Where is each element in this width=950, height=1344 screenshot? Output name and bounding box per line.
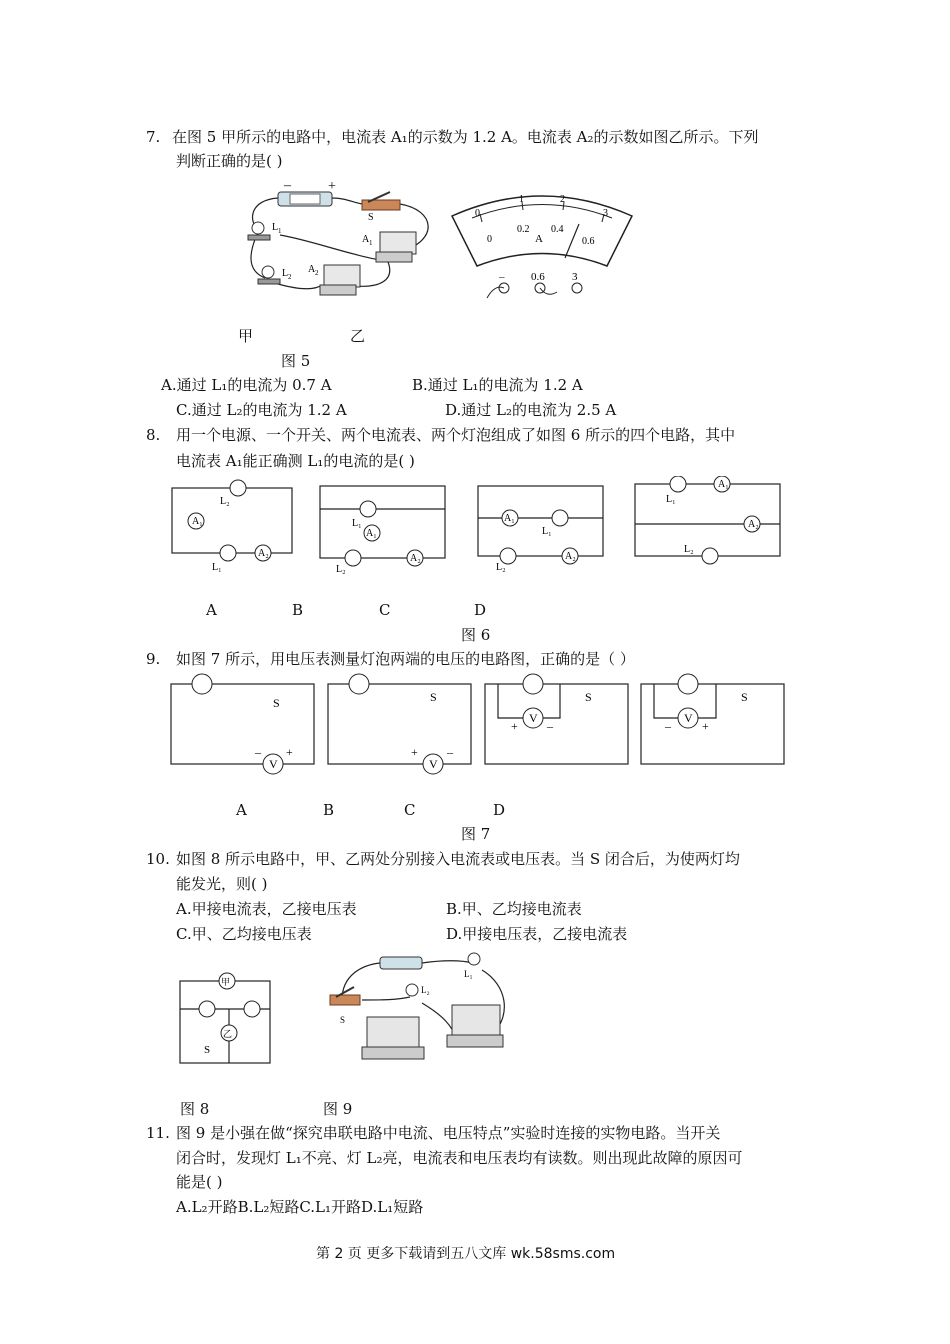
fig5-physical-circuit [240, 180, 440, 305]
svg-text:乙: 乙 [223, 1029, 233, 1039]
svg-text:+: + [411, 745, 418, 759]
ammeter-a1-icon [376, 232, 416, 262]
svg-text:L₁: L₁ [542, 526, 552, 537]
fig7-label-a: A [236, 801, 247, 819]
q11-text-line2: 闭合时，发现灯 L₁不亮、灯 L₂亮，电流表和电压表均有读数。则出现此故障的原因可 [176, 1149, 743, 1167]
dial-top-tick-0: 0 [475, 208, 480, 219]
switch-icon-2 [330, 987, 360, 1005]
fig7-circuits [165, 672, 795, 782]
svg-text:S: S [368, 212, 374, 223]
svg-text:A₂: A₂ [258, 548, 269, 559]
q8-text-line2: 电流表 A₁能正确测 L₁的电流的是( ) [176, 452, 415, 470]
voltmeter-icon [362, 1017, 424, 1059]
svg-text:A₂: A₂ [410, 553, 421, 564]
svg-text:L₂: L₂ [684, 544, 694, 555]
q7-option-b: B.通过 L₁的电流为 1.2 A [412, 376, 583, 394]
q7-number: 7. [146, 128, 161, 146]
svg-text:V: V [684, 711, 693, 725]
svg-text:L₁: L₁ [212, 562, 222, 573]
dial-bottom-tick-2: 0.4 [551, 224, 564, 235]
svg-text:S: S [430, 690, 437, 704]
svg-text:A₁: A₁ [366, 528, 377, 539]
fig7-label-b: B [323, 801, 335, 819]
svg-text:L₁: L₁ [352, 518, 362, 529]
svg-text:A: A [362, 234, 370, 245]
q7-text-line1: 在图 5 甲所示的电路中，电流表 A₁的示数为 1.2 A。电流表 A₂的示数如图乙所示。下列 [172, 128, 759, 146]
dial-bottom-tick-0: 0 [487, 234, 492, 245]
bulb-l1-icon-2 [468, 953, 480, 965]
svg-text:+: + [328, 180, 336, 194]
q10-option-c: C.甲、乙均接电压表 [176, 925, 312, 943]
svg-text:2: 2 [288, 273, 292, 281]
dial-top-tick-1: 1 [519, 194, 524, 205]
ammeter-icon [447, 1005, 503, 1047]
fig7-label-d: D [493, 801, 506, 819]
q8-text-line1: 用一个电源、一个开关、两个电流表、两个灯泡组成了如图 6 所示的四个电路，其中 [176, 426, 736, 444]
fig9-physical-circuit [322, 945, 522, 1070]
ammeter-a2-icon [320, 265, 360, 295]
svg-text:1: 1 [278, 227, 282, 235]
svg-text:L₂: L₂ [421, 985, 430, 995]
fig6-label-a: A [206, 601, 217, 619]
svg-text:1: 1 [369, 239, 373, 247]
fig5-label-yi: 乙 [350, 327, 366, 345]
fig6-label-d: D [474, 601, 487, 619]
dial-bottom-tick-1: 0.2 [517, 224, 530, 235]
fig8-caption: 图 8 [180, 1100, 210, 1118]
dial-top-tick-3: 3 [603, 208, 608, 219]
q9-number: 9. [146, 650, 161, 668]
fig9-caption: 图 9 [323, 1100, 353, 1118]
q10-text-line1: 如图 8 所示电路中，甲、乙两处分别接入电流表或电压表。当 S 闭合后，为使两灯均 [176, 850, 740, 868]
svg-text:A₁: A₁ [718, 479, 729, 490]
bulb-l1-icon [248, 222, 270, 240]
fig6-caption: 图 6 [461, 626, 491, 644]
terminal-minus-label: – [499, 271, 505, 283]
svg-text:L: L [272, 222, 279, 233]
q10-option-b: B.甲、乙均接电流表 [446, 900, 582, 918]
svg-text:–: – [447, 745, 453, 759]
fig6-label-b: B [292, 601, 304, 619]
svg-text:–: – [284, 180, 291, 193]
q11-text-line3: 能是( ) [176, 1173, 223, 1191]
svg-text:V: V [269, 757, 278, 771]
svg-text:A₂: A₂ [565, 551, 576, 562]
q7-option-c: C.通过 L₂的电流为 1.2 A [176, 401, 347, 419]
bulb-l2-icon [258, 266, 280, 284]
svg-text:+: + [286, 745, 293, 759]
q9-text-line1: 如图 7 所示，用电压表测量灯泡两端的电压的电路图，正确的是（ ） [176, 650, 635, 668]
q7-option-d: D.通过 L₂的电流为 2.5 A [445, 401, 617, 419]
svg-text:S: S [585, 690, 592, 704]
svg-text:S: S [204, 1044, 211, 1056]
fig5-label-jia: 甲 [238, 327, 254, 345]
dial-top-tick-2: 2 [560, 194, 565, 205]
svg-text:–: – [665, 719, 671, 733]
fig7-caption: 图 7 [461, 825, 491, 843]
svg-text:S: S [340, 1015, 346, 1025]
svg-text:2: 2 [315, 269, 319, 277]
page-footer: 第 2 页 更多下载请到五八文库 wk.58sms.com [316, 1246, 616, 1262]
svg-text:+: + [702, 719, 709, 733]
q10-number: 10. [146, 850, 170, 868]
q11-text-line1: 图 9 是小强在做“探究串联电路中电流、电压特点”实验时连接的实物电路。当开关 [176, 1124, 721, 1142]
fig7-label-c: C [404, 801, 416, 819]
svg-text:L₂: L₂ [220, 496, 230, 507]
switch-icon [362, 192, 400, 210]
svg-text:–: – [255, 745, 261, 759]
svg-text:S: S [741, 690, 748, 704]
dial-unit: A [535, 233, 543, 245]
svg-text:A₁: A₁ [192, 516, 203, 527]
svg-text:+: + [511, 719, 518, 733]
svg-text:A: A [308, 264, 316, 275]
battery-icon [278, 192, 332, 206]
svg-text:–: – [547, 719, 553, 733]
dial-bottom-tick-3: 0.6 [582, 236, 595, 247]
q7-text-line2: 判断正确的是( ) [176, 152, 283, 170]
svg-text:A₁: A₁ [504, 513, 515, 524]
svg-text:L₁: L₁ [464, 969, 473, 979]
q11-number: 11. [146, 1124, 170, 1142]
q10-option-d: D.甲接电压表，乙接电流表 [446, 925, 628, 943]
fig8-circuit [172, 965, 277, 1070]
q11-options: A.L₂开路B.L₂短路C.L₁开路D.L₁短路 [176, 1198, 424, 1216]
svg-text:甲: 甲 [221, 977, 231, 987]
fig6-label-c: C [379, 601, 391, 619]
battery-icon-2 [380, 957, 422, 969]
svg-text:L₂: L₂ [336, 564, 346, 575]
svg-text:L₂: L₂ [496, 562, 506, 573]
q8-number: 8. [146, 426, 161, 444]
terminal-3-label: 3 [572, 271, 578, 283]
svg-text:L₁: L₁ [666, 494, 676, 505]
q7-option-a: A.通过 L₁的电流为 0.7 A [161, 376, 332, 394]
svg-text:S: S [273, 696, 280, 710]
q10-option-a: A.甲接电流表，乙接电压表 [176, 900, 357, 918]
svg-text:V: V [429, 757, 438, 771]
q10-text-line2: 能发光，则( ) [176, 875, 268, 893]
svg-text:A₂: A₂ [748, 519, 759, 530]
svg-text:L: L [282, 268, 289, 279]
bulb-l2-icon-2 [406, 984, 418, 996]
terminal-06-label: 0.6 [531, 271, 545, 283]
fig5-caption: 图 5 [281, 352, 311, 370]
svg-text:V: V [529, 711, 538, 725]
fig6-circuits [160, 476, 800, 576]
fig5-ammeter-dial [447, 186, 637, 301]
